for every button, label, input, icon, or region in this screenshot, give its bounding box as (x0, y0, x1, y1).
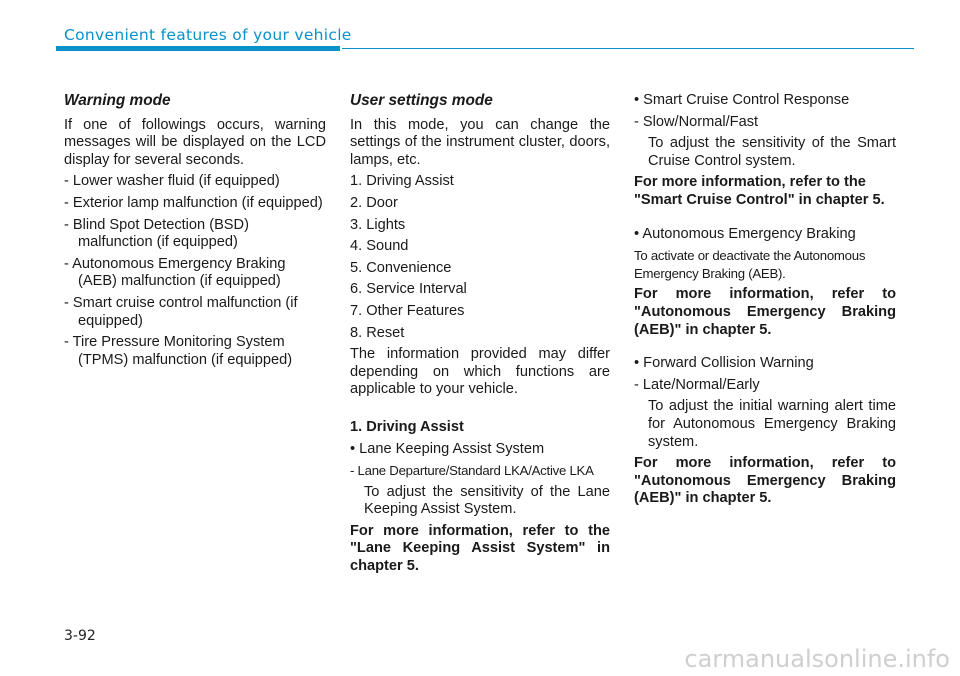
right-column-section (634, 92, 896, 512)
warning-mode-intro: If one of followings occurs, warning messages will be displayed on the LCD display for several seconds. (64, 116, 326, 168)
scc-reference: For more information, refer to the "Smart Cruise Control" in chapter 5. (634, 174, 885, 208)
settings-item: 5. Convenience (350, 259, 452, 276)
lka-option: - Lane Departure/Standard LKA/Active LKA (350, 463, 594, 479)
fcw-bullet: • Forward Collision Warning (634, 355, 814, 372)
settings-item: 6. Service Interval (350, 281, 467, 298)
settings-item: 4. Sound (350, 238, 409, 255)
aeb-description: To activate or deactivate the Autonomous Emergency Braking (AEB). (634, 248, 866, 281)
fcw-reference: For more information, refer to "Autonomous Emergency Braking (AEB)" in chapter 5. (634, 455, 896, 507)
lka-bullet: • Lane Keeping Assist System (350, 440, 545, 457)
header-rule (342, 48, 914, 49)
aeb-bullet: • Autonomous Emergency Braking (634, 225, 856, 242)
settings-item: 2. Door (350, 194, 398, 211)
lka-reference: For more information, refer to the "Lane Keeping Assist System" in chapter 5. (350, 522, 610, 575)
lka-description: To adjust the sensitivity of the Lane Keeping Assist System. (364, 483, 610, 518)
warning-item: - Tire Pressure Monitoring System (TPMS) malfunction (if equipped) (64, 334, 293, 368)
header-title: Convenient features of your vehicle (64, 26, 352, 44)
warning-item: - Blind Spot Detection (BSD) malfunction (if equipped) (64, 216, 249, 251)
user-settings-intro: In this mode, you can change the settings of the instrument cluster, doors, lamps, etc. (350, 116, 610, 168)
settings-item: 1. Driving Assist (350, 173, 454, 190)
settings-item: 8. Reset (350, 324, 405, 341)
warning-item: - Lower washer fluid (if equipped) (64, 173, 280, 190)
scc-description: To adjust the sensitivity of the Smart Cruise Control system. (648, 135, 896, 169)
aeb-reference: For more information, refer to "Autonomous Emergency Braking (AEB)" in chapter 5. (634, 286, 896, 338)
scc-bullet: • Smart Cruise Control Response (634, 92, 850, 108)
warning-item: - Smart cruise control malfunction (if equipped) (64, 294, 298, 329)
page-number: 3-92 (64, 628, 96, 644)
fcw-option: - Late/Normal/Early (634, 376, 760, 393)
warning-mode-section (64, 92, 326, 373)
header-bar (56, 46, 340, 51)
settings-item: 7. Other Features (350, 302, 465, 319)
user-settings-title: User settings mode (350, 92, 493, 109)
warning-item: - Exterior lamp malfunction (if equipped) (64, 194, 323, 211)
settings-item: 3. Lights (350, 216, 406, 233)
settings-note: The information provided may differ depending on which functions are applicable to your vehicle. (350, 346, 610, 398)
warning-item: - Autonomous Emergency Braking (AEB) malfunction (if equipped) (64, 255, 286, 290)
user-settings-section (350, 92, 610, 580)
warning-mode-title: Warning mode (64, 92, 171, 109)
scc-option: - Slow/Normal/Fast (634, 113, 759, 130)
driving-assist-heading: 1. Driving Assist (350, 418, 464, 435)
watermark: carmanualsonline.info (684, 645, 950, 673)
fcw-description: To adjust the initial warning alert time for Autonomous Emergency Braking system. (648, 398, 896, 450)
